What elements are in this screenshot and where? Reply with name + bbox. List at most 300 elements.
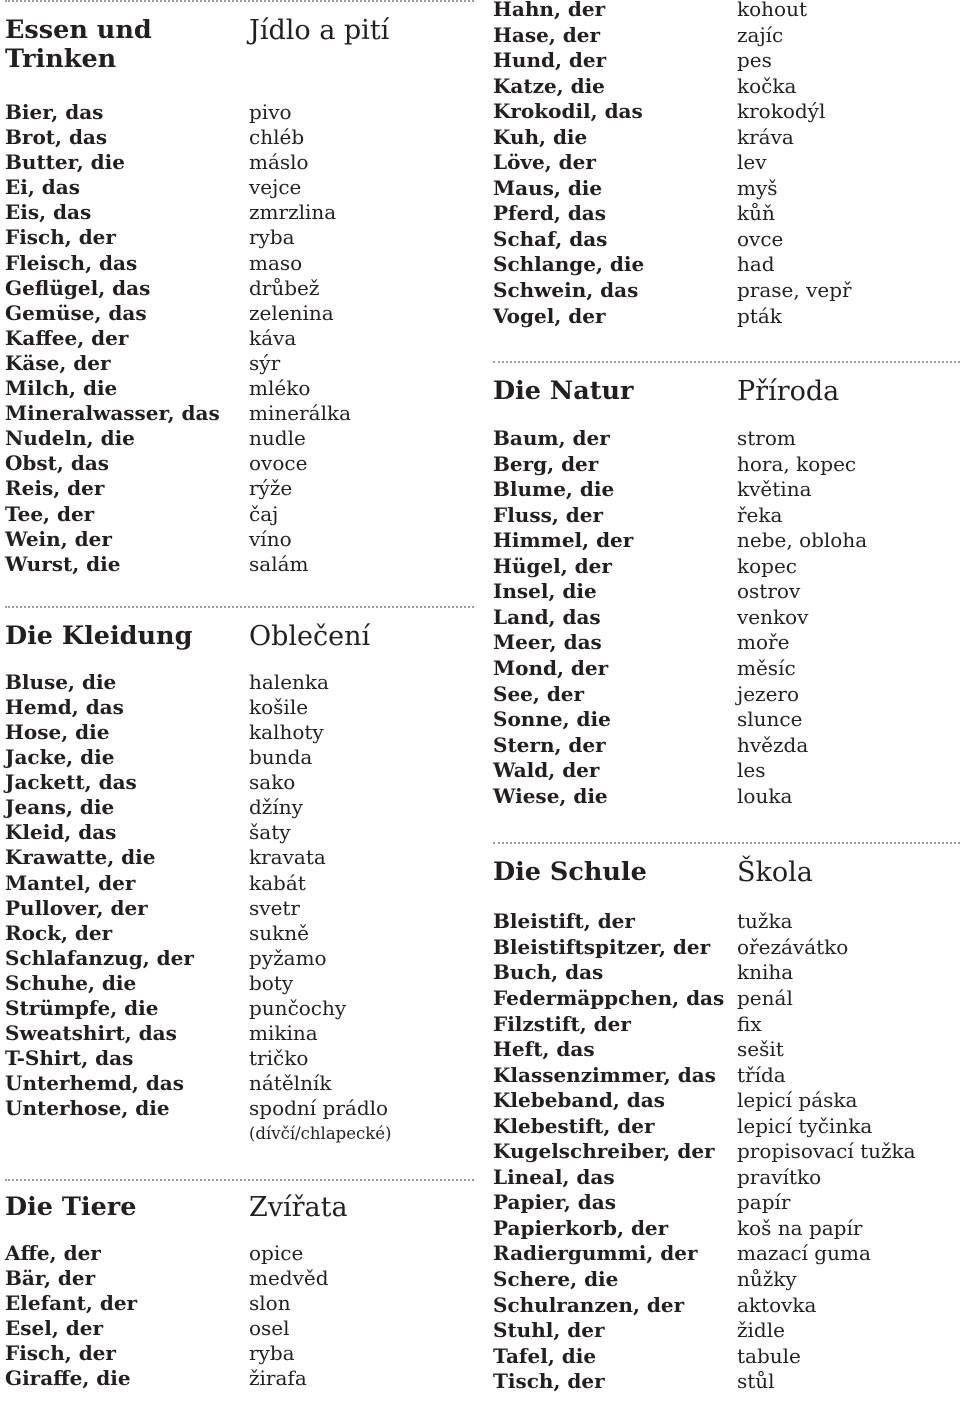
list-item [493,125,960,151]
section-title-de: Essen und Trinken [5,15,152,74]
czech-word: slon [249,1290,291,1315]
czech-word: les [737,758,766,783]
czech-word: pes [737,48,772,73]
section-title-cz: Zvířata [249,1191,348,1223]
german-word: Rock, der [5,920,113,945]
list-item [493,579,960,605]
list-item [493,1139,960,1165]
list-item [5,1266,474,1291]
czech-word: kopec [737,553,797,578]
list-item [493,1165,960,1191]
czech-word: sukně [249,920,309,945]
section-divider [5,606,474,608]
german-word: Klassenzimmer, das [493,1062,716,1087]
czech-word: medvěd [249,1265,329,1290]
czech-word: minerálka [249,401,352,426]
czech-word: bunda [249,745,313,770]
czech-word: krokodýl [737,99,826,124]
german-word: Buch, das [493,960,604,985]
czech-word: papír [737,1190,791,1215]
list-item [5,401,474,426]
czech-word: kohout [737,0,807,21]
czech-word: spodní prádlo [249,1096,389,1121]
german-word: Krokodil, das [493,99,643,124]
german-word: Affe, der [5,1240,101,1265]
section-nature [493,377,960,809]
czech-word: osel [249,1315,290,1340]
german-word: Fisch, der [5,225,116,250]
list-item [5,795,474,820]
czech-word: salám [249,551,309,576]
czech-word: prase, vepř [737,278,852,303]
list-item [493,1216,960,1242]
list-item [5,200,474,225]
czech-word: mazací guma [737,1241,871,1266]
german-word: Ei, das [5,175,80,200]
czech-word: maso [249,250,303,275]
list-item [493,528,960,554]
czech-word: sýr [249,350,281,375]
list-item [5,150,474,175]
list-item [5,100,474,125]
list-item [5,1046,474,1071]
section-title-cz: Oblečení [249,620,371,652]
german-word: Papier, das [493,1190,616,1215]
list-item [5,1071,474,1096]
german-word: Krawatte, die [5,845,156,870]
list-item [493,605,960,631]
section-title-cz: Příroda [737,376,840,408]
list-item-note [5,1121,474,1146]
list-item [5,175,474,200]
czech-word: myš [737,175,778,200]
section-divider [493,361,960,363]
german-word: Obst, das [5,451,110,476]
german-word: Hügel, der [493,553,612,578]
german-word: Brot, das [5,125,108,150]
list-item [493,909,960,935]
animals-list-part1 [5,1241,474,1392]
section-clothing [5,622,474,1147]
list-item [493,1037,960,1063]
german-word: Berg, der [493,451,599,476]
list-item [493,74,960,100]
list-item [493,1344,960,1370]
list-item [493,935,960,961]
list-item [493,150,960,176]
german-word: Hose, die [5,719,110,744]
german-word: Bier, das [5,100,104,124]
german-word: Fisch, der [5,1340,116,1365]
list-item [5,971,474,996]
list-item [5,251,474,276]
czech-word: zmrzlina [249,200,337,225]
german-word: Stuhl, der [493,1318,605,1343]
czech-word: květina [737,477,812,502]
czech-word: svetr [249,895,300,920]
left-column [5,0,474,1391]
german-word: Lineal, das [493,1164,615,1189]
czech-word: louka [737,783,793,808]
german-word: Filzstift, der [493,1011,631,1036]
german-word: Bleistiftspitzer, der [493,934,711,959]
german-word: Bleistift, der [493,909,635,934]
german-word: Katze, die [493,73,605,98]
list-item [493,682,960,708]
list-item [493,1369,960,1395]
german-word: Pullover, der [5,895,148,920]
czech-word: aktovka [737,1292,817,1317]
list-item [493,227,960,253]
top-divider [5,0,474,2]
czech-word: ryba [249,225,295,250]
german-word: Kugelschreiber, der [493,1139,715,1164]
czech-word: moře [737,630,790,655]
section-title-de: Die Schule [493,857,647,888]
german-word: Eis, das [5,200,92,225]
german-word: Gemüse, das [5,300,147,325]
czech-word: penál [737,985,793,1010]
german-word: Federmäppchen, das [493,985,725,1010]
czech-word: stůl [737,1369,775,1394]
german-word: Insel, die [493,579,597,604]
list-item [5,301,474,326]
czech-word: ovce [737,226,784,251]
german-word: Sweatshirt, das [5,1021,177,1046]
section-divider [5,1179,474,1181]
czech-word: zajíc [737,22,784,47]
list-item [493,1293,960,1319]
list-item [493,1318,960,1344]
german-word: Mond, der [493,656,609,681]
german-word: Schaf, das [493,226,608,251]
czech-word: pravítko [737,1164,822,1189]
german-word: Hund, der [493,48,607,73]
list-item [5,1366,474,1391]
czech-word: lepicí páska [737,1088,858,1113]
czech-word: punčochy [249,996,347,1020]
german-word: Butter, die [5,150,125,175]
czech-word: pivo [249,100,292,124]
list-item [493,707,960,733]
list-item [5,451,474,476]
list-item [493,1190,960,1216]
list-item [5,502,474,527]
czech-word: propisovací tužka [737,1139,916,1164]
czech-word: slunce [737,707,803,732]
german-word: Klebeband, das [493,1088,666,1113]
section-title-de: Die Natur [493,376,634,407]
german-word: Papierkorb, der [493,1215,669,1240]
section-food [5,16,474,577]
czech-word: ovoce [249,451,308,476]
section-animals [5,1193,474,1392]
german-word: Schwein, das [493,278,639,303]
german-word: Wein, der [5,526,112,551]
german-word: Unterhose, die [5,1096,170,1121]
school-list [493,909,960,1394]
german-word: Kuh, die [493,124,588,149]
list-item [493,176,960,202]
czech-word: sešit [737,1037,784,1062]
german-word: Hase, der [493,22,601,47]
german-word: Tisch, der [493,1369,605,1394]
list-item [5,1341,474,1366]
list-item [5,326,474,351]
czech-word: tužka [737,909,793,934]
czech-word: pták [737,303,782,328]
czech-word: hora, kopec [737,451,857,476]
german-word: Schulranzen, der [493,1292,685,1317]
czech-word: ořezávátko [737,934,849,959]
german-word: Himmel, der [493,528,634,553]
list-item [5,845,474,870]
german-word: Käse, der [5,350,111,375]
german-word: See, der [493,681,585,706]
german-word: Kaffee, der [5,325,129,350]
food-list [5,100,474,577]
czech-word: nůžky [737,1266,797,1291]
czech-word: řeka [737,502,783,527]
list-item [5,996,474,1021]
german-word: Wurst, die [5,551,121,576]
clothing-list [5,670,474,1122]
czech-word: kravata [249,845,326,870]
section-title-cz: Škola [737,857,813,889]
section-title-de: Die Tiere [5,1191,137,1222]
czech-word: jezero [737,681,800,706]
list-item [493,1063,960,1089]
german-word: Schere, die [493,1266,619,1291]
czech-word: mikina [249,1021,318,1046]
czech-word: třída [737,1062,786,1087]
section-divider [493,842,960,844]
czech-word: had [737,252,775,277]
list-item [493,201,960,227]
list-item [493,733,960,759]
german-word: Bär, der [5,1265,96,1290]
german-word: Elefant, der [5,1290,138,1315]
german-word: Löve, der [493,150,596,175]
german-word: Unterhemd, das [5,1071,185,1096]
list-item [493,1267,960,1293]
list-item [5,720,474,745]
list-item [493,278,960,304]
czech-word: boty [249,970,294,995]
german-word: T-Shirt, das [5,1046,134,1071]
czech-word: máslo [249,150,309,175]
czech-word: kniha [737,960,794,985]
list-item [5,376,474,401]
german-word: Pferd, das [493,201,607,226]
list-item [5,225,474,250]
list-item [5,351,474,376]
list-item [5,1021,474,1046]
list-item [493,48,960,74]
german-word: Jeans, die [5,795,115,820]
list-item [493,452,960,478]
list-item [493,758,960,784]
list-item [493,503,960,529]
list-item [493,23,960,49]
list-item [493,1241,960,1267]
czech-word: drůbež [249,275,320,300]
german-word: Tafel, die [493,1343,597,1368]
czech-word: ryba [249,1340,295,1365]
german-word: Radiergummi, der [493,1241,698,1266]
list-item [493,252,960,278]
section-title-de: Die Kleidung [5,620,193,651]
list-item [5,1291,474,1316]
german-word: Stern, der [493,732,606,757]
list-item [5,871,474,896]
german-word: Wald, der [493,758,600,783]
list-item [5,527,474,552]
list-item [493,477,960,503]
list-item [493,630,960,656]
german-word: Mantel, der [5,870,136,895]
german-word: Nudeln, die [5,426,135,451]
list-item [5,921,474,946]
german-word: Esel, der [5,1315,103,1340]
german-word: Kleid, das [5,820,117,845]
czech-word: ostrov [737,579,801,604]
czech-word: lepicí tyčinka [737,1113,873,1138]
german-word: Sonne, die [493,707,611,732]
german-word: Schuhe, die [5,970,137,995]
list-item [493,1012,960,1038]
list-item [5,946,474,971]
czech-word: sako [249,770,296,795]
german-word: Geflügel, das [5,275,151,300]
german-word: Mineralwasser, das [5,401,220,426]
german-word: Vogel, der [493,303,606,328]
list-item [493,304,960,330]
list-item [493,1114,960,1140]
czech-word: měsíc [737,656,796,681]
czech-word: chléb [249,125,305,150]
animals-list-part2 [493,0,960,329]
list-item [5,125,474,150]
list-item [493,426,960,452]
german-word: Hahn, der [493,0,606,21]
german-word: Meer, das [493,630,602,655]
list-item [5,276,474,301]
czech-word: mléko [249,376,311,401]
czech-word: košile [249,694,309,719]
czech-word: fix [737,1011,762,1036]
list-item [5,1316,474,1341]
czech-word: nudle [249,426,306,451]
czech-word: strom [737,426,796,451]
list-item [5,1096,474,1121]
czech-word: nebe, obloha [737,528,868,553]
list-item [5,695,474,720]
german-word: Maus, die [493,175,603,200]
czech-word: vejce [249,175,302,200]
german-word: Hemd, das [5,694,124,719]
german-word: Schlange, die [493,252,645,277]
list-item [5,896,474,921]
section-title-cz: Jídlo a pití [249,15,390,46]
german-word: Strümpfe, die [5,996,159,1020]
list-item [5,745,474,770]
german-word: Blume, die [493,477,615,502]
german-word: Klebestift, der [493,1113,655,1138]
czech-word: venkov [737,604,809,629]
czech-word: halenka [249,669,329,694]
czech-word: čaj [249,501,279,526]
list-item [5,476,474,501]
nature-list [493,426,960,809]
list-item [5,770,474,795]
german-word: Giraffe, die [5,1366,131,1391]
czech-word: kůň [737,201,775,226]
list-item [493,99,960,125]
czech-word: kalhoty [249,719,324,744]
czech-word: hvězda [737,732,809,757]
german-word: Reis, der [5,476,105,501]
czech-word: žirafa [249,1366,307,1391]
czech-word: tričko [249,1046,309,1071]
czech-word: kráva [737,124,794,149]
czech-word: šaty [249,820,291,845]
right-column [493,0,960,1395]
german-word: Jackett, das [5,770,137,795]
german-word: Tee, der [5,501,95,526]
list-item [5,820,474,845]
czech-word: víno [249,526,292,551]
list-item [5,670,474,695]
german-word: Fleisch, das [5,250,138,275]
list-item [493,0,960,23]
list-item [493,1088,960,1114]
czech-word: židle [737,1318,785,1343]
list-item [493,656,960,682]
note-text: (dívčí/chlapecké) [249,1124,392,1144]
list-item [493,986,960,1012]
german-word: Land, das [493,604,601,629]
czech-word: kabát [249,870,306,895]
german-word: Baum, der [493,426,610,451]
german-word: Fluss, der [493,502,604,527]
czech-word: džíny [249,795,303,820]
czech-word: opice [249,1240,304,1265]
czech-word: zelenina [249,300,334,325]
section-school [493,858,960,1394]
german-word: Heft, das [493,1037,595,1062]
german-word: Wiese, die [493,783,608,808]
czech-word: kočka [737,73,797,98]
czech-word: pyžamo [249,945,327,970]
czech-word: lev [737,150,767,175]
german-word: Bluse, die [5,669,117,694]
czech-word: rýže [249,476,293,501]
czech-word: nátělník [249,1071,332,1096]
list-item [5,1241,474,1266]
list-item [5,426,474,451]
german-word: Jacke, die [5,745,115,770]
list-item [493,554,960,580]
czech-word: tabule [737,1343,801,1368]
list-item [5,552,474,577]
czech-word: koš na papír [737,1215,863,1240]
german-word: Milch, die [5,376,118,401]
german-word: Schlafanzug, der [5,945,194,970]
list-item [493,960,960,986]
list-item [493,784,960,810]
czech-word: káva [249,325,297,350]
